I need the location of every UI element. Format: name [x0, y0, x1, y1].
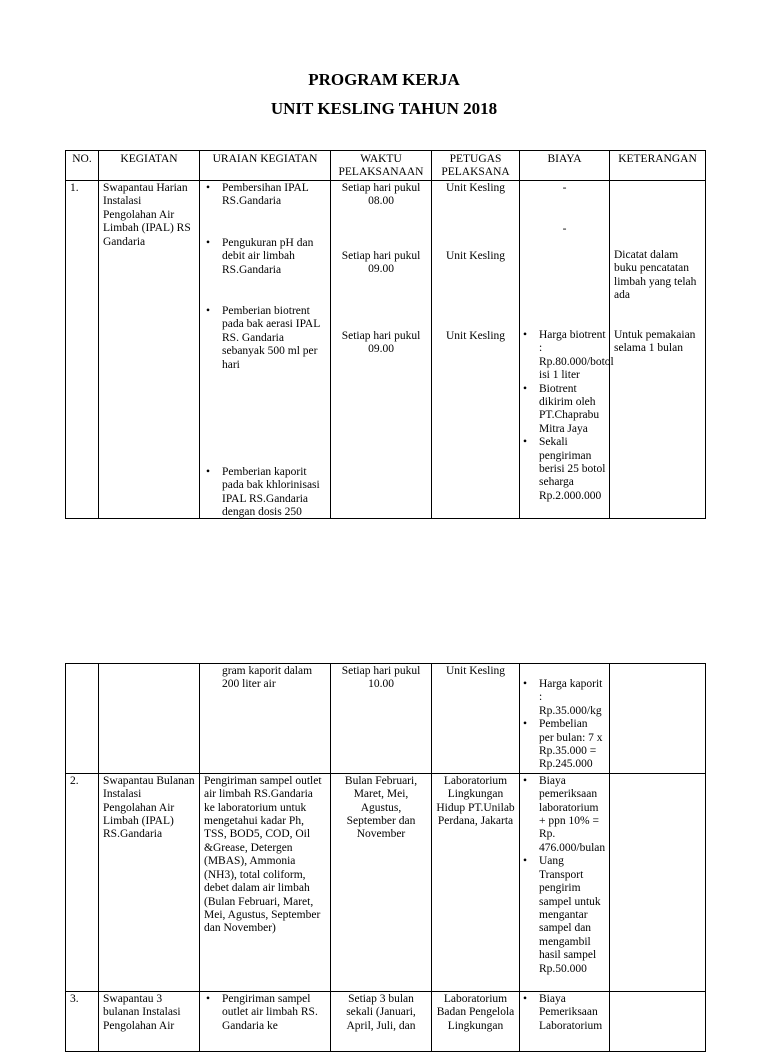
petugas-cell: Unit Kesling: [432, 664, 520, 774]
list-item: • Pemberian biotrent pada bak aerasi IPAL RS. Gandaria sebanyak 500 ml per hari: [204, 305, 326, 372]
row-number: 1.: [66, 181, 99, 519]
biaya-cell: [520, 181, 614, 519]
header-waktu: WAKTU PELAKSANAAN: [331, 151, 432, 181]
header-keterangan: KETERANGAN: [610, 151, 706, 181]
uraian-cell: [200, 991, 331, 1051]
list-item: • Pengukuran pH dan debit air limbah RS.Gandaria: [204, 237, 326, 277]
list-item: • Pengiriman sampel outlet air limbah RS. Gandaria ke: [204, 993, 326, 1033]
program-table-page2: [65, 663, 706, 1052]
page-subtitle: UNIT KESLING TAHUN 2018: [270, 99, 498, 118]
uraian-text: gram kaporit dalam 200 liter air: [222, 665, 313, 691]
keterangan-text: Untuk pemakaian selama 1 bulan: [614, 329, 696, 355]
row-number: 2.: [66, 773, 99, 991]
list-item: • Sekali pengiriman berisi 25 botol seharga Rp.2.000.000: [521, 436, 607, 503]
list-item: • Pembersihan IPAL RS.Gandaria: [204, 182, 326, 209]
program-table-page1: [65, 150, 706, 519]
list-item: • Biaya Pemeriksaan Laboratorium: [521, 993, 605, 1033]
header-kegiatan: KEGIATAN: [99, 151, 200, 181]
uraian-cell: Pengiriman sampel outlet air limbah RS.Gandaria ke laboratorium untuk mengetahui kadar Ph, TSS, BOD5, COD, Oil &Grease, Detergen (MBAS), Ammonia (NH3), total coliform, debet dalam air limbah (Bulan Februari, Maret, Mei, Agustus, September dan November): [200, 773, 331, 991]
kegiatan-cell: Swapantau Harian Instalasi Pengolahan Air Limbah (IPAL) RS Gandaria: [99, 181, 200, 519]
list-item: • Uang Transport pengirim sampel untuk mengantar sampel dan mengambil hasil sampel Rp.50.000: [521, 855, 605, 976]
kegiatan-cell: Swapantau 3 bulanan Instalasi Pengolahan Air: [99, 991, 200, 1051]
petugas-cell: [432, 181, 520, 519]
list-item: • Biaya pemeriksaan laboratorium + ppn 10% = Rp. 476.000/bulan: [521, 775, 605, 855]
biaya-dash: -: [562, 182, 567, 194]
biaya-cell: [520, 991, 610, 1051]
header-biaya: BIAYA: [520, 151, 610, 181]
table-row: [66, 991, 706, 1051]
table-row: [66, 773, 706, 991]
biaya-cell: [520, 773, 610, 991]
petugas-text: Unit Kesling: [445, 182, 506, 194]
keterangan-text: Dicatat dalam buku pencatatan limbah yang telah ada: [614, 249, 697, 302]
keterangan-cell: [610, 181, 706, 519]
biaya-cell: [520, 664, 610, 774]
header-petugas: PETUGAS PELAKSANA: [432, 151, 520, 181]
waktu-cell: Setiap hari pukul 10.00: [331, 664, 432, 774]
waktu-cell: Setiap 3 bulan sekali (Januari, April, Juli, dan: [331, 991, 432, 1051]
waktu-text: Setiap hari pukul 09.00: [341, 250, 421, 276]
petugas-text: Unit Kesling: [445, 250, 506, 262]
waktu-text: Setiap hari pukul 08.00: [341, 182, 421, 208]
row-number: 3.: [66, 991, 99, 1051]
kegiatan-cell: Swapantau Bulanan Instalasi Pengolahan Air Limbah (IPAL) RS.Gandaria: [99, 773, 200, 991]
uraian-cell: [200, 181, 331, 519]
petugas-cell: Laboratorium Badan Pengelola Lingkungan: [432, 991, 520, 1051]
table-row: [66, 664, 706, 774]
petugas-text: Unit Kesling: [445, 330, 506, 342]
page-title: PROGRAM KERJA: [308, 70, 460, 89]
biaya-dash: -: [562, 223, 567, 235]
list-item: • Pemberian kaporit pada bak khlorinisasi IPAL RS.Gandaria dengan dosis 250: [204, 466, 326, 520]
waktu-cell: Bulan Februari, Maret, Mei, Agustus, September dan November: [331, 773, 432, 991]
list-item: • Harga kaporit : Rp.35.000/kg: [521, 678, 605, 718]
header-no: NO.: [66, 151, 99, 181]
list-item: • Pembelian per bulan: 7 x Rp.35.000 = Rp.245.000: [521, 718, 605, 772]
list-item: • Biotrent dikirim oleh PT.Chaprabu Mitra Jaya: [521, 383, 607, 437]
table-row: [66, 181, 706, 519]
waktu-cell: [331, 181, 432, 519]
petugas-cell: Laboratorium Lingkungan Hidup PT.Unilab Perdana, Jakarta: [432, 773, 520, 991]
header-uraian: URAIAN KEGIATAN: [200, 151, 331, 181]
list-item: • Harga biotrent : Rp.80.000/botol isi 1 liter: [521, 329, 607, 383]
waktu-text: Setiap hari pukul 09.00: [341, 330, 421, 356]
